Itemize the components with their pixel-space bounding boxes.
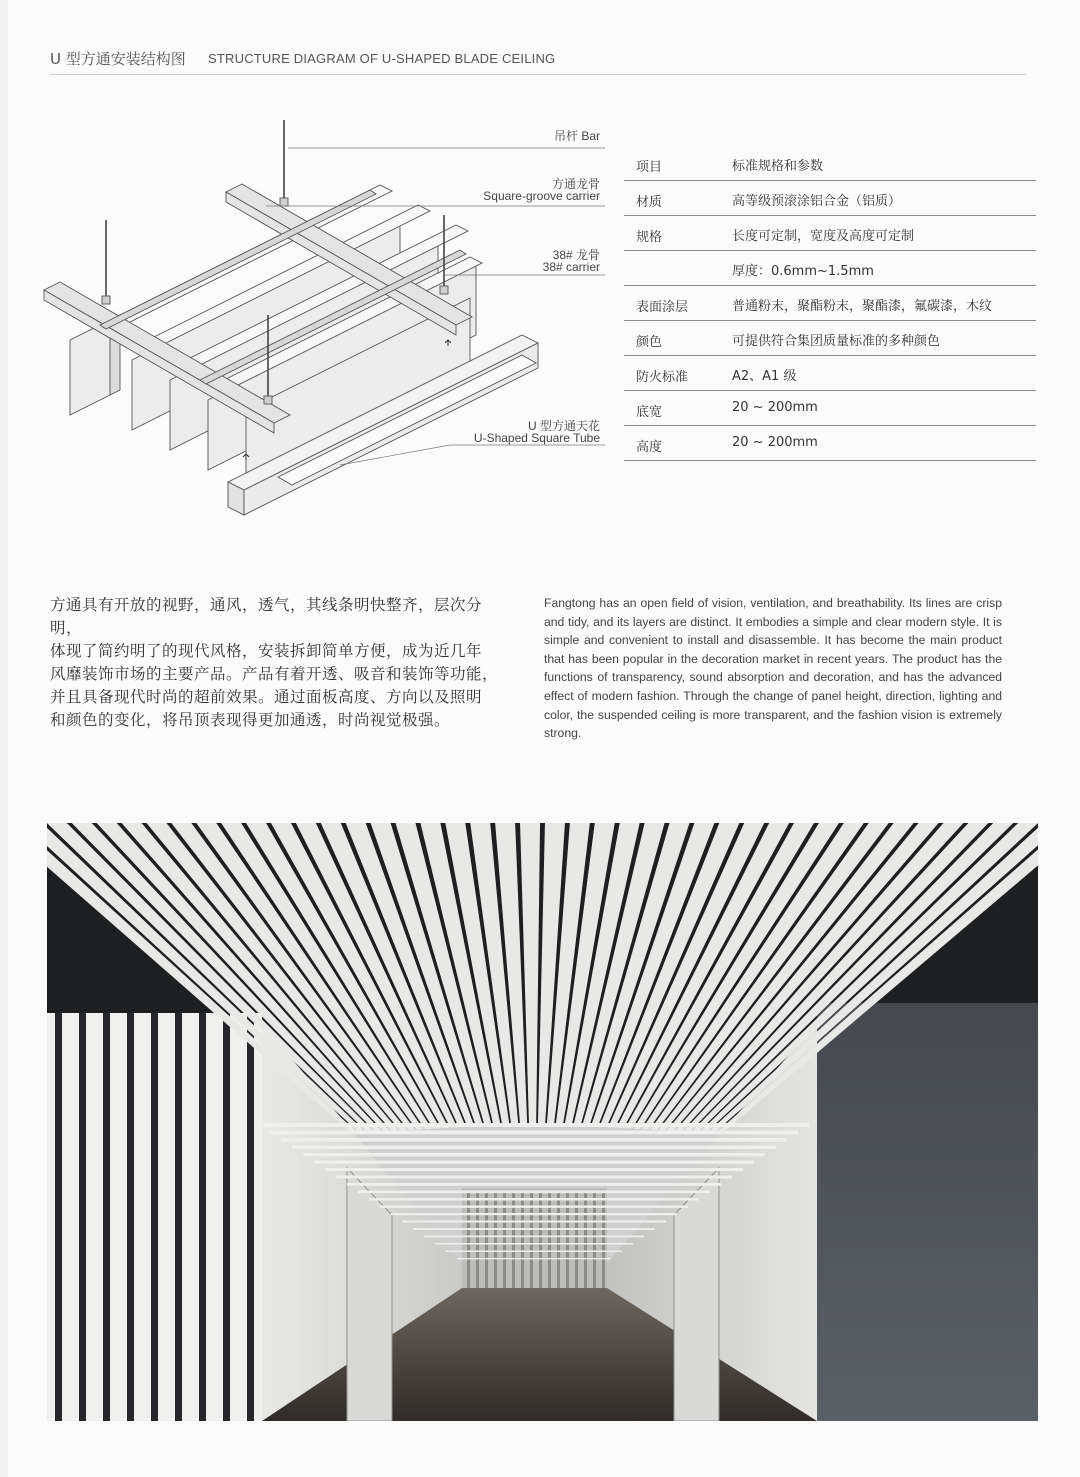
ceiling-blade [314, 1161, 754, 1164]
spec-row: 颜色 可提供符合集团质量标准的多种颜色 [624, 321, 1036, 356]
wall-blade-gap [55, 1013, 62, 1421]
ceiling-blade [358, 1191, 710, 1194]
ceiling-blade [281, 1138, 787, 1142]
ceiling-blade [391, 1213, 677, 1215]
section-title-zh: U 型方通安装结构图 [50, 50, 186, 68]
ceiling-blade [325, 1168, 743, 1171]
ceiling-blade [259, 1123, 809, 1127]
page-edge [0, 0, 8, 1477]
wall-blade-gap [175, 1013, 182, 1421]
ceiling-blade [336, 1176, 732, 1179]
spec-row: 材质 高等级预滚涂铝合金（铝质） [624, 181, 1036, 216]
corridor-photo [47, 823, 1038, 1421]
ceiling-blade [424, 1236, 644, 1238]
ceiling-blade [413, 1228, 655, 1230]
blade-ceiling-corridor-image [47, 823, 1038, 1421]
ceiling-blade [435, 1243, 633, 1245]
section-header [50, 46, 1026, 75]
ceiling-structure-illustration [40, 110, 610, 530]
wall-blade-gap [127, 1013, 134, 1421]
ceiling-blade [402, 1221, 666, 1223]
spec-table [624, 146, 1036, 461]
spec-row: 底宽 20 ~ 200mm [624, 391, 1036, 426]
label-bar: 吊杆 Bar [553, 129, 600, 143]
spec-row: 表面涂层 普通粉末，聚酯粉末，聚酯漆，氟碳漆，木纹 [624, 286, 1036, 321]
wall-blade-gap [199, 1013, 206, 1421]
label-u-shaped-tube: U 型方通天花 U-Shaped Square Tube [473, 419, 600, 445]
ceiling-blade [303, 1153, 765, 1156]
ceiling-blade [457, 1258, 611, 1259]
spec-row: 规格 长度可定制，宽度及高度可定制 [624, 216, 1036, 251]
ceiling-blade [380, 1206, 688, 1208]
description-zh: 方通具有开放的视野，通风，透气，其线条明快整齐，层次分明， 体现了简约明了的现代风格，安装拆卸简单方便，成为近几年 风靡装饰市场的主要产品。产品有着开透、吸音和装饰等功能， 并且具备现代时尚的超前效果。通过面板高度、方向以及照明 和颜色的变化，将吊顶表现得更加通透，时尚视觉极强。 [50, 596, 499, 729]
spec-row: 项目 标准规格和参数 [624, 146, 1036, 181]
ceiling-blade [446, 1251, 622, 1252]
wall-blade-gap [247, 1013, 254, 1421]
spec-row: 高度 20 ~ 200mm [624, 426, 1036, 461]
ceiling-blade [270, 1131, 798, 1135]
spec-row: 防火标准 A2、A1 级 [624, 356, 1036, 391]
wall-blade-gap [103, 1013, 110, 1421]
spec-row: 厚度：0.6mm~1.5mm [624, 251, 1036, 286]
ceiling-blade [369, 1198, 699, 1201]
description-en: Fangtong has an open field of vision, ventilation, and breathability. Its lines are crisp and tidy, and its layers are distinct. It embodies a simple and clear modern style. It is simple and convenient to install and disassemble. It has become the main product that has been popular in the decoration market in recent years. The product has the functions of transparency, sound absorption and decoration, and has the advanced effect of modern fashion. Through the change of panel height, direction, lighting and color, the suspended ceiling is more transparent, and the fashion vision is extremely strong. [544, 596, 1002, 741]
structure-diagram [40, 110, 610, 530]
ceiling-blade [292, 1146, 776, 1150]
wall-blade-gap [79, 1013, 86, 1421]
section-title-en: STRUCTURE DIAGRAM OF U-SHAPED BLADE CEILING [208, 51, 556, 66]
ceiling-blade [347, 1183, 721, 1186]
label-square-groove-carrier: 方通龙骨 Square-groove carrier [483, 177, 600, 203]
label-38-carrier: 38# 龙骨 38# carrier [542, 248, 600, 274]
wall-blade-gap [223, 1013, 230, 1421]
wall-blade-gap [151, 1013, 158, 1421]
